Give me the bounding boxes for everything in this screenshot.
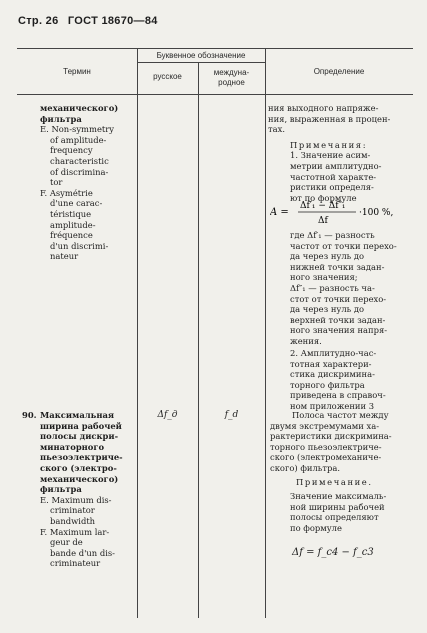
page-number: Стр. 26 (18, 15, 59, 27)
subheader-rule (137, 62, 265, 63)
entry-90-term: Максимальная ширина рабочей полосы дискри- минаторного пьезоэлектриче- ского (электро- механического) фильтра E. Maximum dis- criminator bandwidth F. Maximum lar- geur de bande d'un dis- criminateur (40, 410, 123, 569)
table-top-rule (17, 48, 413, 49)
svg-text:Δf: Δf (318, 216, 328, 226)
header-terms: Термин (63, 67, 91, 76)
notes-title: Примечания: (290, 139, 368, 150)
svg-text:A =: A = (270, 207, 289, 218)
header-definition: Определение (313, 67, 365, 76)
note-2: 2. Амплитудно-час- тотная характери- стика дискримина- торного фильтра приведена в справоч- ном приложении 3 (290, 348, 386, 411)
header-international: междуна- родное (213, 68, 250, 87)
header-russian: русское (153, 72, 182, 81)
svg-text:·100 %,: ·100 %, (359, 208, 394, 218)
bandwidth-formula: Δf = f_c4 − f_c3 (292, 547, 374, 558)
header-bottom-rule (17, 94, 413, 95)
entry-90-note-title: Примечание. (296, 476, 373, 487)
header-designation: Буквенное обозначение (156, 51, 246, 60)
asymmetry-formula (270, 197, 415, 227)
asymmetry-formula-graphic (270, 197, 415, 227)
entry-90-definition: Полоса частот между двумя экстремумами ха- рактеристики дискримина- торного пьезоэлектриче- ского (электромеханиче- ского) фильтра. Примечание. Значение максималь- ной ширины рабочей полосы определяют по формуле (270, 410, 392, 533)
col-divider-2 (198, 62, 199, 618)
page-header (18, 15, 164, 27)
entry-number: 90. (22, 410, 37, 420)
continued-definition: ния выходного напряже- ния, выраженная в процен- тах. Примечания: 1. Значение асим- метрии амплитудно- частотной характе- ристики определя- ют по формуле (268, 103, 391, 203)
col-divider-3 (265, 48, 266, 618)
formula-explanation: где Δf′₁ — разность частот от точки перехо- да через нуль до нижней точки задан- ного значения; Δf″₁ — разность ча- стот от точки перехо- да через нуль до верхней точки задан- ного значения напря- жения. (290, 230, 397, 346)
svg-text:Δf′₁ − Δf″₁: Δf′₁ − Δf″₁ (300, 201, 346, 211)
symbol-russian: Δf_д (157, 410, 178, 420)
col-divider-1 (137, 48, 138, 618)
continued-term: механического) фильтра E. Non-symmetry of amplitude- frequency characteristic of discrimina- tor F. Asymétrie d'une carac- téristique amplitude- fréquence d'un discrimi- nateur (40, 103, 119, 262)
standard-number: ГОСТ 18670—84 (67, 15, 158, 27)
symbol-international: f_d (224, 410, 239, 420)
